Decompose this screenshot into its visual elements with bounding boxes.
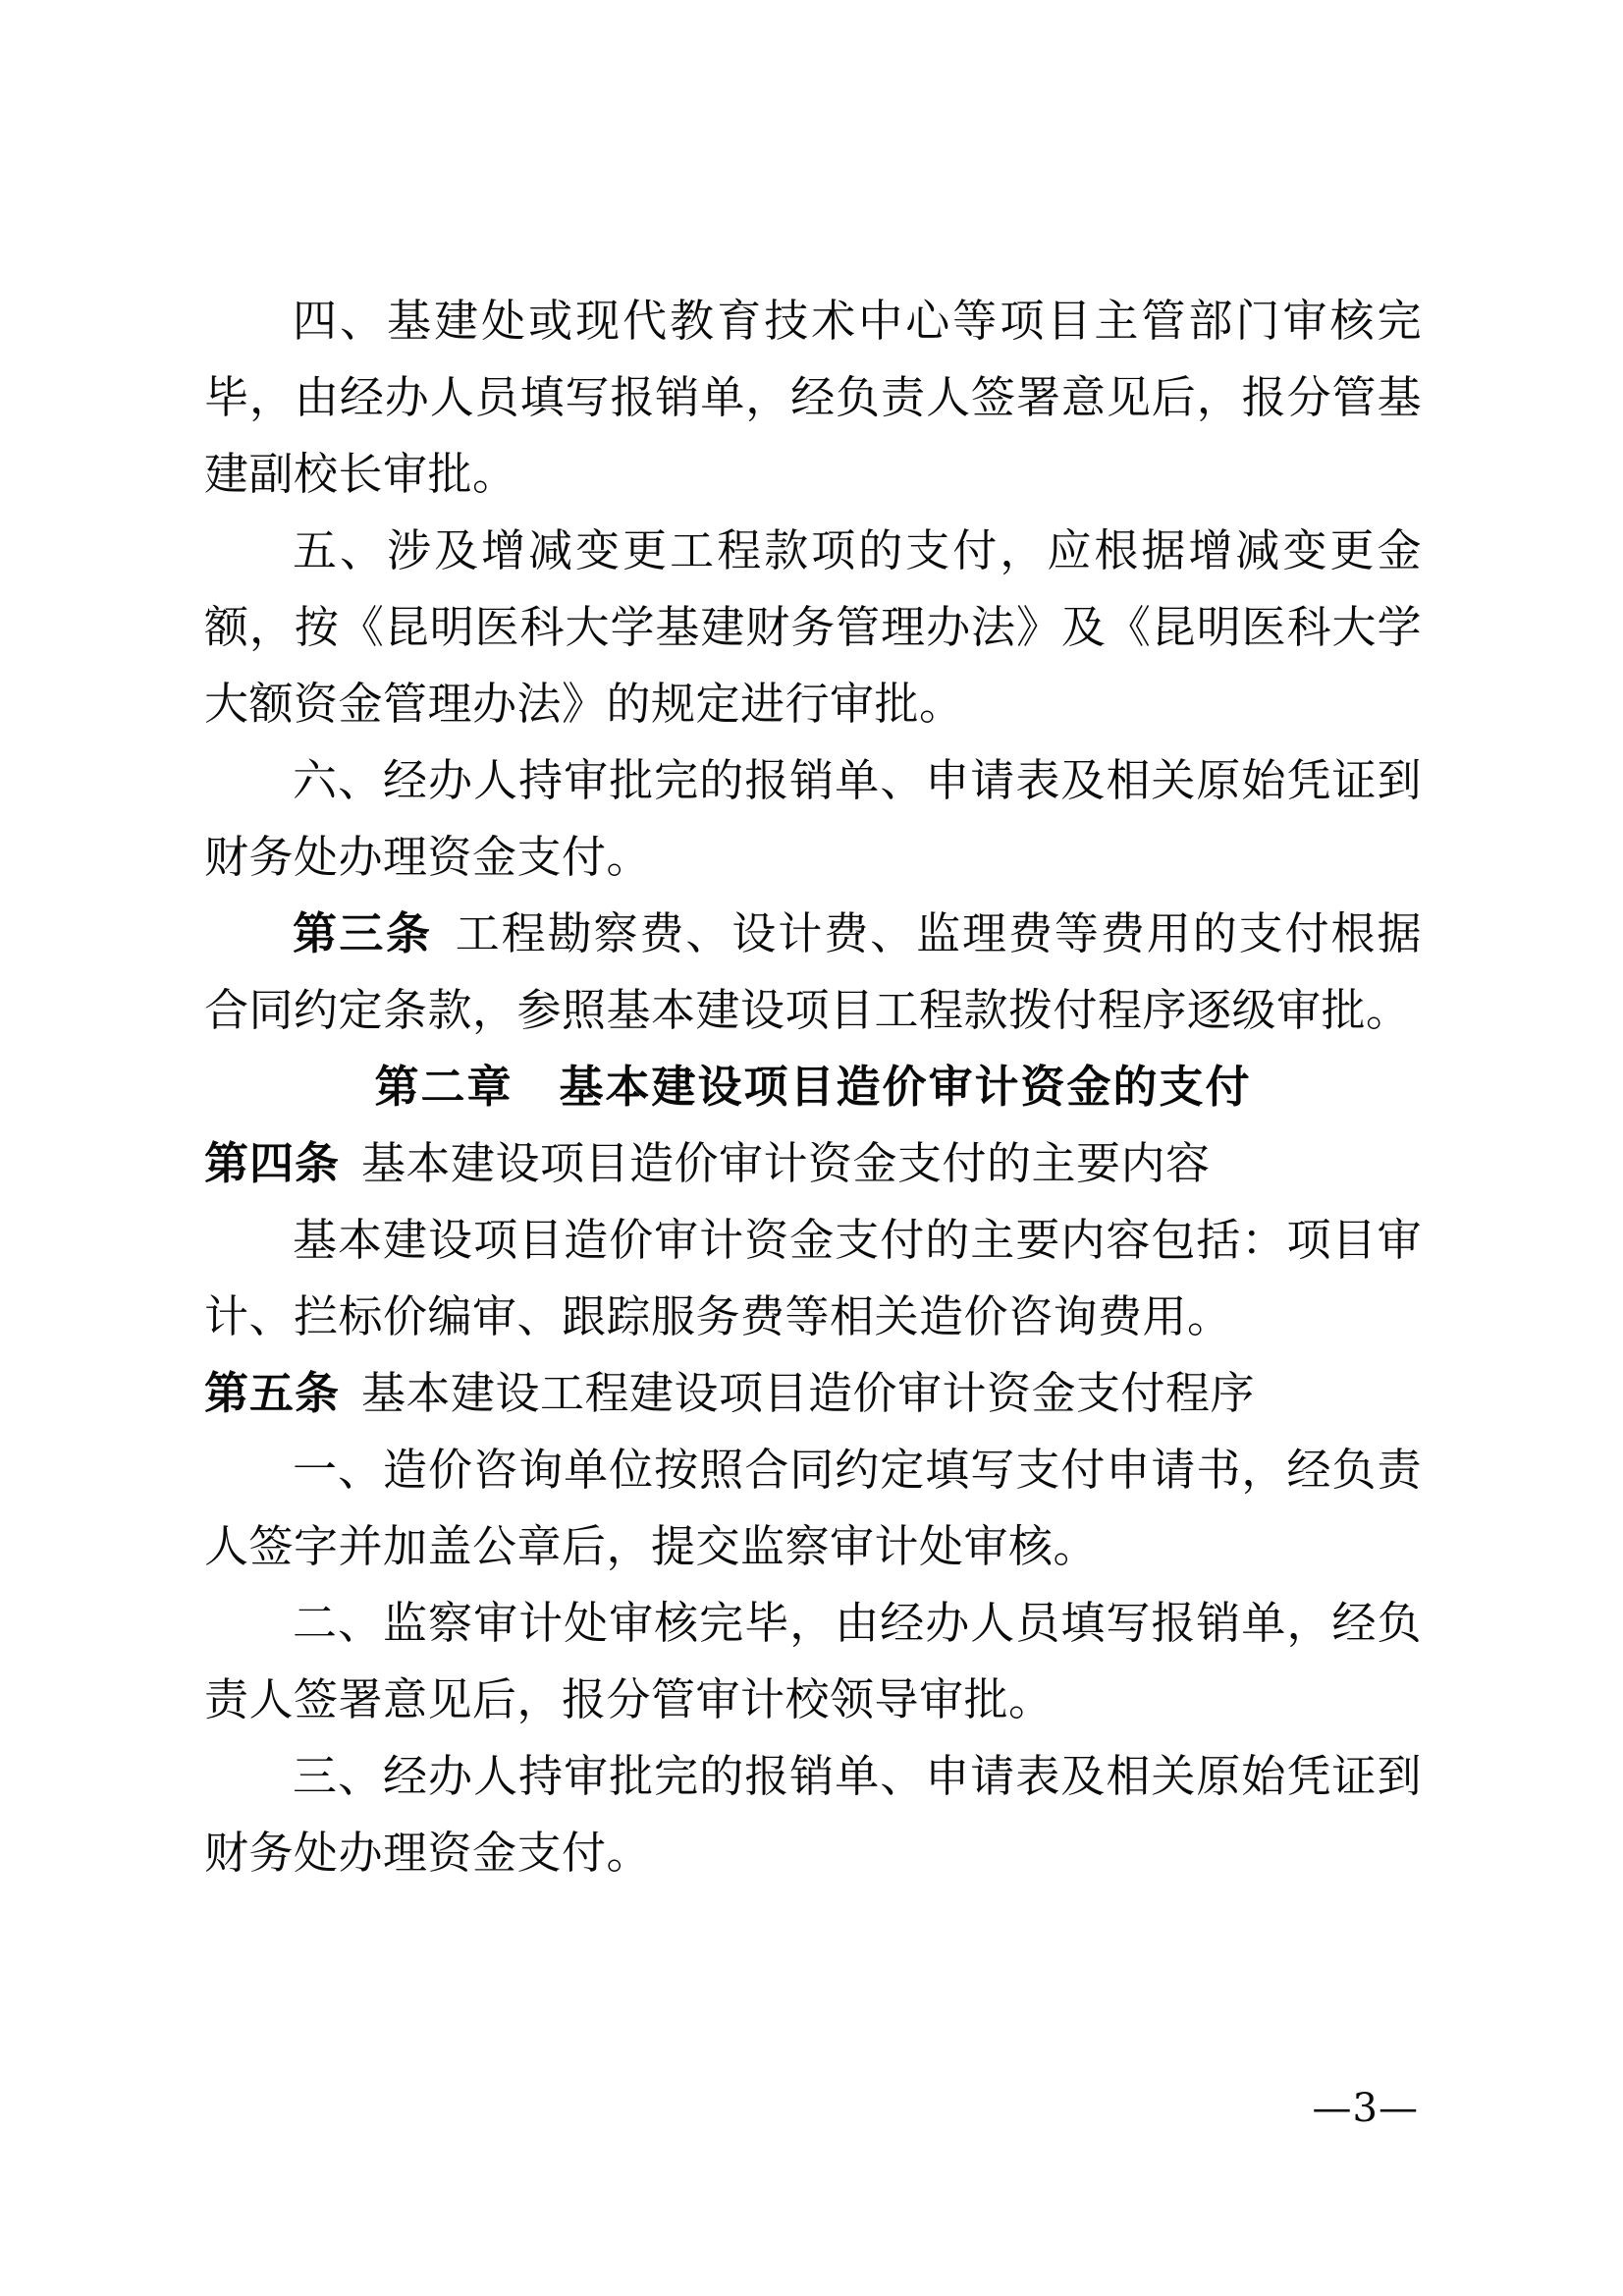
- paragraph-article-five-item-two: [204, 1585, 1422, 1738]
- paragraph-text: 四、基建处或现代教育技术中心等项目主管部门审核完毕，由经办人员填写报销单，经负责人签署意见后，报分管基建副校长审批。: [204, 295, 1422, 500]
- document-body: [204, 283, 1422, 1891]
- paragraph-text: 三、经办人持审批完的报销单、申请表及相关原始凭证到财务处办理资金支付。: [204, 1750, 1422, 1879]
- chapter-two-heading: [204, 1049, 1422, 1125]
- heading-text: 第二章 基本建设项目造价审计资金的支付: [374, 1061, 1252, 1113]
- paragraph-item-five: [204, 513, 1422, 742]
- page-number: —3—: [1312, 2086, 1419, 2131]
- paragraph-text: 一、造价咨询单位按照合同约定填写支付申请书，经负责人签字并加盖公章后，提交监察审计处审核。: [204, 1444, 1422, 1572]
- paragraph-article-four-body: [204, 1202, 1422, 1355]
- paragraph-item-six: [204, 742, 1422, 896]
- paragraph-item-four: [204, 283, 1422, 513]
- paragraph-article-five-item-three: [204, 1738, 1422, 1891]
- paragraph-text: 六、经办人持审批完的报销单、申请表及相关原始凭证到财务处办理资金支付。: [204, 754, 1422, 883]
- paragraph-article-three: [204, 896, 1422, 1049]
- paragraph-text: 基本建设项目造价审计资金支付的主要内容: [361, 1137, 1211, 1189]
- article-label: 第四条: [204, 1137, 341, 1189]
- paragraph-article-four: [204, 1125, 1422, 1202]
- article-label: 第五条: [204, 1367, 341, 1419]
- paragraph-text: 工程勘察费、设计费、监理费等费用的支付根据合同约定条款，参照基本建设项目工程款拨付程序逐级审批。: [204, 907, 1422, 1036]
- paragraph-text: 二、监察审计处审核完毕，由经办人员填写报销单，经负责人签署意见后，报分管审计校领导审批。: [204, 1597, 1422, 1725]
- paragraph-text: 基本建设项目造价审计资金支付的主要内容包括：项目审计、拦标价编审、跟踪服务费等相关造价咨询费用。: [204, 1214, 1422, 1342]
- article-label: 第三条: [293, 907, 433, 959]
- paragraph-text: 五、涉及增减变更工程款项的支付，应根据增减变更金额，按《昆明医科大学基建财务管理办法》及《昆明医科大学大额资金管理办法》的规定进行审批。: [204, 524, 1422, 730]
- paragraph-article-five: [204, 1355, 1422, 1432]
- paragraph-text: 基本建设工程建设项目造价审计资金支付程序: [361, 1367, 1256, 1419]
- paragraph-article-five-item-one: [204, 1432, 1422, 1585]
